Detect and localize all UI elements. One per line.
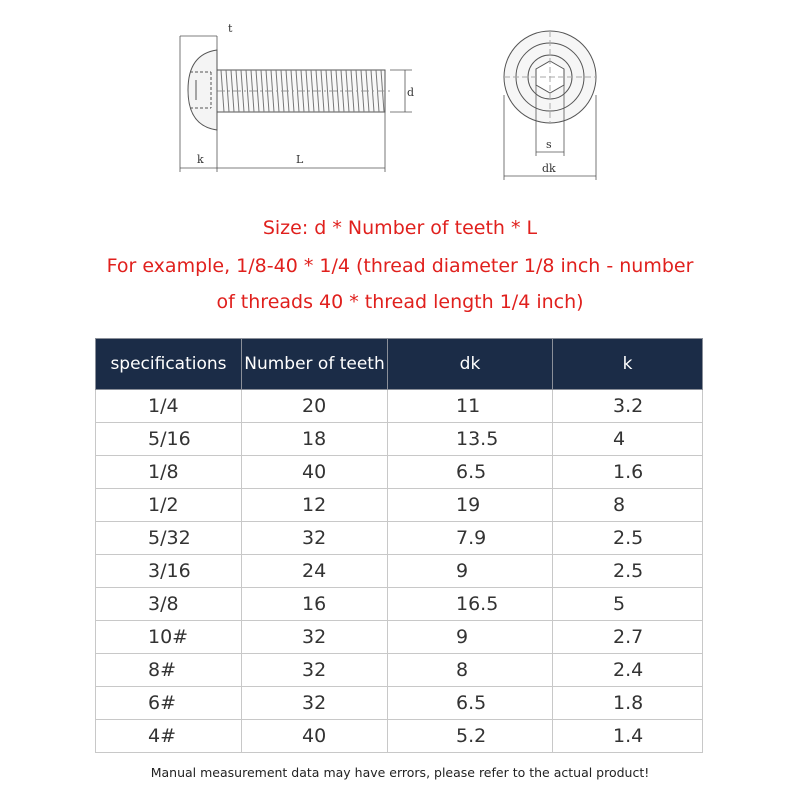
table-cell: 16 bbox=[242, 588, 388, 621]
table-cell: 32 bbox=[242, 522, 388, 555]
table-cell: 3.2 bbox=[553, 390, 703, 423]
table-cell: 3/16 bbox=[96, 555, 242, 588]
table-cell: 3/8 bbox=[96, 588, 242, 621]
screw-drawing-svg bbox=[0, 0, 800, 200]
header-specifications: specifications bbox=[96, 339, 242, 390]
table-row bbox=[96, 555, 703, 588]
screw-side-view bbox=[188, 50, 390, 130]
table-cell: 2.7 bbox=[553, 621, 703, 654]
table-cell: 5 bbox=[553, 588, 703, 621]
table-cell: 11 bbox=[388, 390, 553, 423]
table-cell: 1/8 bbox=[96, 456, 242, 489]
table-cell: 40 bbox=[242, 720, 388, 753]
table-cell: 32 bbox=[242, 687, 388, 720]
table-row bbox=[96, 621, 703, 654]
table-cell: 18 bbox=[242, 423, 388, 456]
table-row bbox=[96, 654, 703, 687]
table-cell: 19 bbox=[388, 489, 553, 522]
table-row bbox=[96, 522, 703, 555]
table-row bbox=[96, 456, 703, 489]
table-header-row bbox=[96, 339, 703, 390]
table-cell: 6.5 bbox=[388, 687, 553, 720]
header-dk: dk bbox=[388, 339, 553, 390]
table-cell: 1/2 bbox=[96, 489, 242, 522]
table-cell: 2.5 bbox=[553, 522, 703, 555]
example-caption-line2: of threads 40 * thread length 1/4 inch) bbox=[216, 291, 584, 313]
table-row bbox=[96, 423, 703, 456]
table-cell: 4 bbox=[553, 423, 703, 456]
header-k: k bbox=[553, 339, 703, 390]
table-cell: 2.5 bbox=[553, 555, 703, 588]
label-t: t bbox=[228, 22, 233, 35]
specification-table bbox=[95, 338, 703, 753]
table-cell: 1.8 bbox=[553, 687, 703, 720]
label-k: k bbox=[197, 153, 204, 166]
screw-top-view bbox=[504, 31, 596, 123]
label-dk: dk bbox=[542, 162, 556, 175]
table-cell: 12 bbox=[242, 489, 388, 522]
label-d: d bbox=[407, 86, 415, 99]
table-cell: 9 bbox=[388, 621, 553, 654]
disclaimer-footnote: Manual measurement data may have errors, please refer to the actual product! bbox=[150, 765, 650, 780]
table-row bbox=[96, 489, 703, 522]
table-cell: 24 bbox=[242, 555, 388, 588]
table-cell: 2.4 bbox=[553, 654, 703, 687]
table-cell: 7.9 bbox=[388, 522, 553, 555]
table-cell: 5.2 bbox=[388, 720, 553, 753]
table-cell: 10# bbox=[96, 621, 242, 654]
table-cell: 13.5 bbox=[388, 423, 553, 456]
table-cell: 9 bbox=[388, 555, 553, 588]
table-cell: 40 bbox=[242, 456, 388, 489]
table-cell: 1/4 bbox=[96, 390, 242, 423]
size-format-caption: Size: d * Number of teeth * L bbox=[262, 217, 538, 239]
table-row bbox=[96, 687, 703, 720]
table-cell: 20 bbox=[242, 390, 388, 423]
table-cell: 5/32 bbox=[96, 522, 242, 555]
example-caption-line1: For example, 1/8-40 * 1/4 (thread diameter 1/8 inch - number bbox=[106, 255, 694, 277]
table-cell: 4# bbox=[96, 720, 242, 753]
header-number-of-teeth: Number of teeth bbox=[242, 339, 388, 390]
table-cell: 1.4 bbox=[553, 720, 703, 753]
table-cell: 8 bbox=[388, 654, 553, 687]
label-L: L bbox=[296, 153, 304, 166]
label-s: s bbox=[546, 138, 552, 151]
table-row bbox=[96, 390, 703, 423]
table-cell: 5/16 bbox=[96, 423, 242, 456]
table-row bbox=[96, 720, 703, 753]
table-cell: 6# bbox=[96, 687, 242, 720]
table-cell: 8 bbox=[553, 489, 703, 522]
screw-technical-drawing bbox=[0, 0, 800, 200]
table-row bbox=[96, 588, 703, 621]
table-cell: 16.5 bbox=[388, 588, 553, 621]
table-cell: 6.5 bbox=[388, 456, 553, 489]
table-cell: 1.6 bbox=[553, 456, 703, 489]
table-cell: 32 bbox=[242, 654, 388, 687]
table-cell: 32 bbox=[242, 621, 388, 654]
table-cell: 8# bbox=[96, 654, 242, 687]
